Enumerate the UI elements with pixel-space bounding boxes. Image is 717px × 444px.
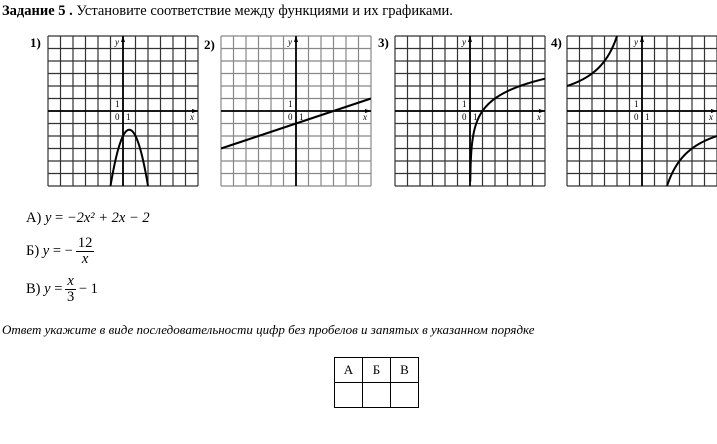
function-curve: [111, 130, 149, 186]
origin-label: 0: [288, 112, 293, 122]
graph-2-label: 2): [204, 37, 215, 52]
formula-c-lhs: y: [44, 281, 51, 297]
y-unit-label: 1: [462, 99, 467, 109]
answer-cell-a[interactable]: [335, 383, 363, 408]
formula-b-label: Б): [26, 243, 40, 259]
x-unit-label: 1: [299, 112, 304, 122]
formula-c-tail: − 1: [78, 281, 98, 297]
formula-a-eq: =: [55, 210, 64, 226]
task-number: Задание 5 .: [2, 3, 73, 19]
graph-4: [567, 36, 717, 186]
x-axis-label: x: [709, 112, 713, 122]
header-b: Б: [363, 358, 391, 383]
graph-2: [221, 36, 371, 186]
x-axis-label: x: [190, 112, 194, 122]
y-unit-label: 1: [115, 99, 120, 109]
y-axis-arrow: [121, 36, 125, 42]
origin-label: 0: [462, 112, 467, 122]
y-axis-label: y: [634, 37, 638, 47]
formula-b-numerator: 12: [77, 235, 93, 251]
formula-a-lhs: y: [44, 210, 52, 226]
formula-b: [26, 236, 97, 267]
formula-c-fraction: [65, 274, 75, 305]
answer-table: [334, 357, 419, 408]
formula-b-denominator: x: [81, 251, 89, 267]
header-a: А: [335, 358, 363, 383]
formula-c-eq: =: [54, 281, 63, 297]
origin-label: 0: [634, 112, 639, 122]
formula-b-eq: = −: [52, 243, 73, 259]
origin-label: 0: [115, 112, 120, 122]
x-axis-label: x: [363, 112, 367, 122]
x-axis-label: x: [537, 112, 541, 122]
graph-4-label: 4): [551, 35, 562, 50]
graph-3: [395, 36, 545, 186]
answer-cell-b[interactable]: [363, 383, 391, 408]
formula-c-label: В): [26, 281, 41, 297]
answer-instruction: Ответ укажите в виде последовательности цифр без пробелов и запятых в указанном порядке: [2, 322, 535, 337]
header-c: В: [391, 358, 419, 383]
formula-b-fraction: [76, 236, 95, 267]
x-unit-label: 1: [473, 112, 478, 122]
y-axis-arrow: [294, 36, 298, 42]
y-axis-label: y: [462, 37, 466, 47]
answer-cell-c[interactable]: [391, 383, 419, 408]
formula-a-expr: −2x² + 2x − 2: [66, 210, 150, 226]
y-unit-label: 1: [634, 99, 639, 109]
task-text: Установите соответствие между функциями и их графиками.: [76, 3, 453, 19]
formula-a-label: А): [26, 210, 42, 226]
formula-c-denominator: 3: [66, 289, 75, 305]
y-axis-label: y: [115, 37, 119, 47]
formula-c-numerator: x: [67, 273, 74, 289]
y-unit-label: 1: [288, 99, 293, 109]
graph-1-label: 1): [30, 35, 41, 50]
formula-b-lhs: y: [42, 243, 50, 259]
y-axis-label: y: [288, 37, 292, 47]
task-title: [2, 3, 453, 20]
y-axis-arrow: [640, 36, 644, 42]
formula-c: [26, 274, 98, 305]
formula-a: [26, 210, 150, 227]
graph-3-label: 3): [378, 35, 389, 50]
x-unit-label: 1: [645, 112, 650, 122]
y-axis-arrow: [468, 36, 472, 42]
x-unit-label: 1: [126, 112, 131, 122]
graph-1: [48, 36, 198, 186]
